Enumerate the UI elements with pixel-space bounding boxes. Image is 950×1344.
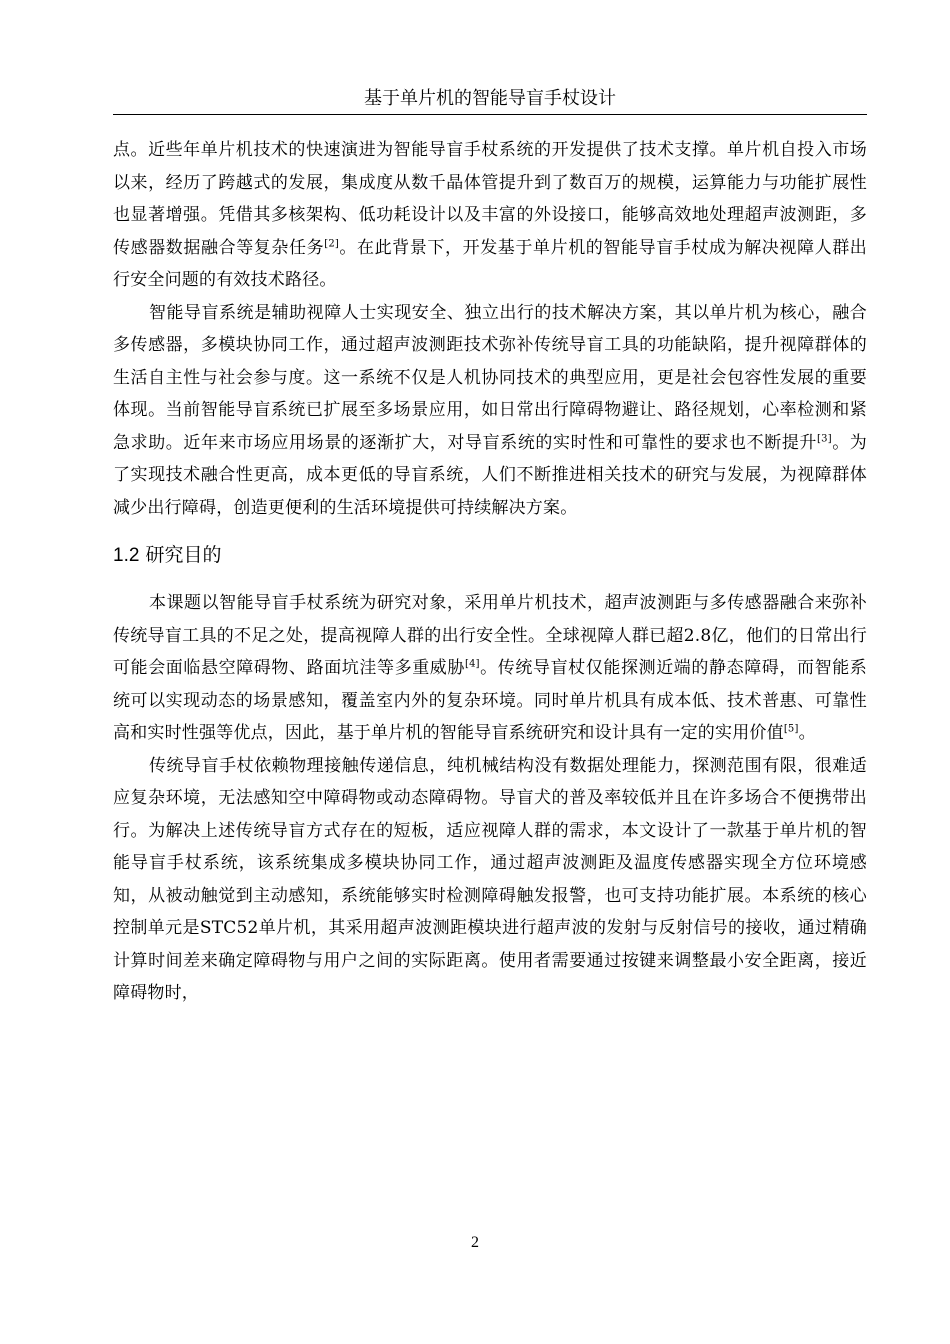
- text-run: 传统导盲手杖依赖物理接触传递信息，纯机械结构没有数据处理能力，探测范围有限，很难适应复杂环境，无法感知空中障碍物或动态障碍物。导盲犬的普及率较低并且在许多场合不便携带出行。为解决上述传统导盲方式存在的短板，适应视障人群的需求，本文设计了一款基于单片机的智能导盲手杖系统，该系统集成多模块协同工作，通过超声波测距及温度传感器实现全方位环境感知，从被动触觉到主动感知，系统能够实时检测障碍触发报警，也可支持功能扩展。本系统的核心控制单元是STC52单片机，其采用超声波测距模块进行超声波的发射与反射信号的接收，通过精确计算时间差来确定障碍物与用户之间的实际距离。使用者需要通过按键来调整最小安全距离，接近障碍物时，: [113, 755, 867, 1003]
- citation-4: [4]: [465, 658, 480, 670]
- section-title: 研究目的: [145, 544, 222, 566]
- text-run: 。为了实现技术融合性更高，成本更低的导盲系统，人们不断推进相关技术的研究与发展，为视障群体减少出行障碍，创造更便利的生活环境提供可持续解决方案。: [113, 432, 867, 518]
- body-text: [113, 134, 867, 1010]
- text-run: 本课题以智能导盲手杖系统为研究对象，采用单片机技术，超声波测距与多传感器融合来弥补传统导盲工具的不足之处，提高视障人群的出行安全性。全球视障人群已超2.8亿，他们的日常出行可能会面临悬空障碍物、路面坑洼等多重威胁: [113, 593, 867, 678]
- text-run: 智能导盲系统是辅助视障人士实现安全、独立出行的技术解决方案，其以单片机为核心，融合多传感器，多模块协同工作，通过超声波测距技术弥补传统导盲工具的功能缺陷，提升视障群体的生活自主性与社会参与度。这一系统不仅是人机协同技术的典型应用，更是社会包容性发展的重要体现。当前智能导盲系统已扩展至多场景应用，如日常出行障碍物避让、路径规划，心率检测和紧急求助。近年来市场应用场景的逐渐扩大，对导盲系统的实时性和可靠性的要求也不断提升: [113, 302, 867, 453]
- text-run: 。在此背景下，开发基于单片机的智能导盲手杖成为解决视障人群出行安全问题的有效技术路径。: [113, 237, 868, 290]
- page-number: 2: [471, 1234, 479, 1251]
- text-run: 点。近些年单片机技术的快速演进为智能导盲手杖系统的开发提供了技术支撑。单片机自投入市场以来，经历了跨越式的发展，集成度从数千晶体管提升到了数百万的规模，运算能力与功能扩展性也显著增强。凭借其多核架构、低功耗设计以及丰富的外设接口，能够高效地处理超声波测距，多传感器数据融合等复杂任务: [113, 140, 867, 258]
- running-header-title: 基于单片机的智能导盲手杖设计: [364, 88, 616, 109]
- text-run: 。传统导盲杖仅能探测近端的静态障碍，而智能系统可以实现动态的场景感知，覆盖室内外的复杂环境。同时单片机具有成本低、技术普惠、可靠性高和实时性强等优点，因此，基于单片机的智能导盲系统研究和设计具有一定的实用价值: [113, 658, 867, 743]
- citation-5: [5]: [783, 723, 799, 735]
- paragraph-traditional-cane: [113, 750, 867, 1010]
- section-heading: [113, 538, 867, 573]
- citation-3: [3]: [817, 432, 832, 444]
- running-header: [113, 84, 867, 115]
- paragraph-smart-guide-system: [113, 297, 867, 525]
- paragraph-continuation: [113, 134, 867, 297]
- citation-2: [2]: [324, 237, 339, 249]
- paragraph-research-subject: [113, 587, 867, 750]
- text-run: 。: [798, 723, 816, 743]
- section-number: 1.2: [113, 545, 140, 566]
